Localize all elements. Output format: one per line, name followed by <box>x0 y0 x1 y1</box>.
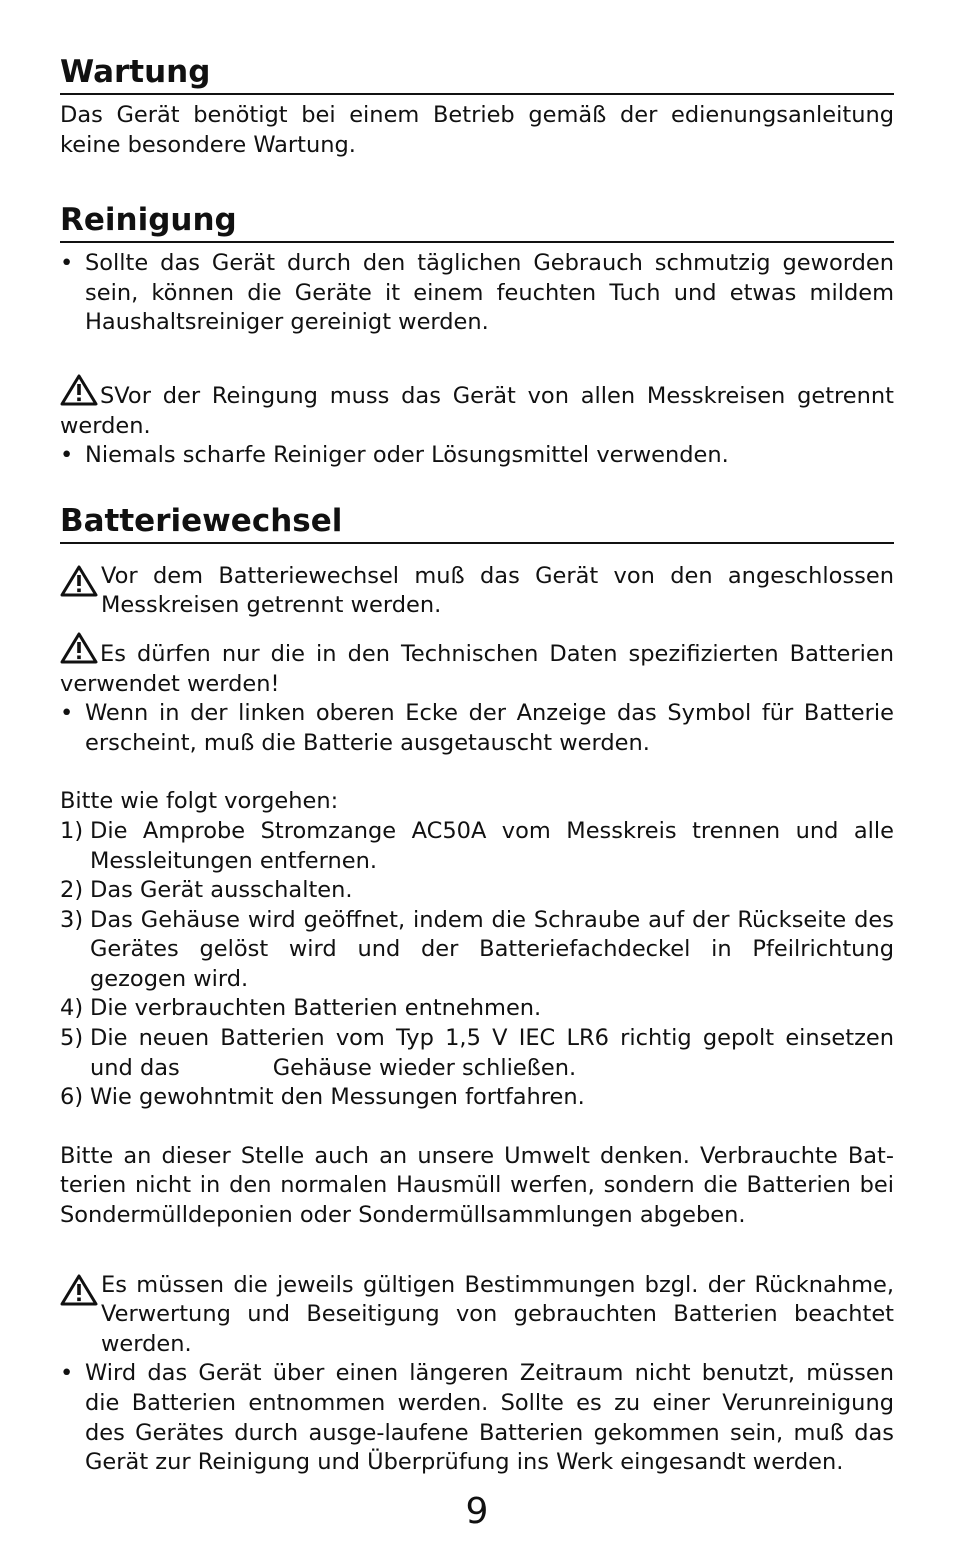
step-number: 6) <box>60 1084 84 1111</box>
step-text: Das Gehäuse wird geöffnet, indem die Schraube auf der Rückseite des Gerätes gelöst wird und der Batteriefachdeckel in Pfeilrichtung gezogen wird. <box>90 906 894 992</box>
bullet-text: Sollte das Gerät durch den täglichen Gebrauch schmutzig geworden sein, können die Geräte it einem feuchten Tuch und etwas mildem Haushaltsreiniger gereinigt werden. <box>85 250 894 336</box>
warning-text: Es dürfen nur die in den Technischen Daten spezifizierten Batterien verwendet werden! <box>60 640 894 697</box>
reinigung-warning <box>60 374 894 441</box>
battery-bullet-symbol <box>60 699 894 758</box>
step-number: 5) <box>60 1025 84 1052</box>
warning-text: SVor der Reingung muss das Gerät von allen Messkreisen getrennt werden. <box>60 382 894 439</box>
step-item <box>60 817 894 876</box>
battery-warning-specified <box>60 632 894 699</box>
bullet-text: Wird das Gerät über einen längeren Zeitraum nicht benutzt, müssen die Batterien entnommen werden. Sollte es zu einer Verunreinigung des Gerätes durch ausge-laufene Batterien gekommen sein, muß das Gerät zur Reinigung und Überprüfung ins Werk eingesandt werden. <box>85 1360 894 1476</box>
bullet-text: Wenn in der linken oberen Ecke der Anzeige das Symbol für Batterie erscheint, muß die Batterie ausgetauscht werden. <box>85 700 894 756</box>
reinigung-bullet-no-solvents <box>60 441 894 471</box>
warning-triangle-icon <box>60 632 98 664</box>
warning-triangle-icon <box>60 374 98 406</box>
environment-note: Bitte an dieser Stelle auch an unsere Umwelt denken. Verbrauchte Bat-terien nicht in den normalen Hausmüll werfen, sondern die Batterien bei Sondermülldeponien oder Sondermüllsammlungen abgeben. <box>60 1142 894 1229</box>
step-item <box>60 994 894 1024</box>
step-text: Die neuen Batterien vom Typ 1,5 V IEC LR6 richtig gepolt einsetzen und das Gehäuse wieder schließen. <box>90 1025 902 1081</box>
step-text: Das Gerät ausschalten. <box>90 877 353 904</box>
step-item <box>60 1083 894 1113</box>
wartung-text: Das Gerät benötigt bei einem Betrieb gemäß der edienungsanleitung keine besondere Wartung. <box>60 102 894 158</box>
step-number: 1) <box>60 817 84 844</box>
battery-warning-disposal <box>60 1271 894 1360</box>
step-text: Wie gewohntmit den Messungen fortfahren. <box>90 1084 585 1111</box>
page-number: 9 <box>465 1491 489 1532</box>
step-text: Die Amprobe Stromzange AC50A vom Messkreis trennen und alle Messleitungen entfernen. <box>90 817 894 874</box>
bullet-dot: • <box>60 442 74 469</box>
section-title-batteriewechsel: Batteriewechsel <box>60 501 894 544</box>
steps-list <box>60 817 902 1113</box>
steps-intro: Bitte wie folgt vorgehen: <box>60 788 339 815</box>
battery-warning-disconnect <box>60 562 894 621</box>
step-item <box>60 906 894 995</box>
reinigung-bullet-cleaning <box>60 249 894 338</box>
warning-triangle-icon <box>60 565 98 597</box>
step-number: 2) <box>60 877 84 904</box>
warning-text: Es müssen die jeweils gültigen Bestimmungen bzgl. der Rücknahme, Verwertung und Beseitigung von gebrauchten Batterien beachtet werden. <box>101 1271 894 1357</box>
step-item <box>60 876 894 906</box>
step-item <box>60 1024 902 1083</box>
battery-bullet-storage <box>60 1359 894 1477</box>
step-number: 4) <box>60 995 84 1022</box>
section-title-wartung: Wartung <box>60 52 894 95</box>
manual-page <box>60 52 902 1478</box>
warning-triangle-icon <box>60 1274 98 1306</box>
bullet-dot: • <box>60 1360 74 1387</box>
step-number: 3) <box>60 906 84 933</box>
warning-text: Vor dem Batteriewechsel muß das Gerät von den angeschlossen Messkreisen getrennt werden. <box>101 562 894 619</box>
bullet-dot: • <box>60 250 74 277</box>
bullet-text: Niemals scharfe Reiniger oder Lösungsmittel verwenden. <box>85 442 729 469</box>
step-text: Die verbrauchten Batterien entnehmen. <box>90 995 542 1022</box>
section-title-reinigung: Reinigung <box>60 200 894 243</box>
bullet-dot: • <box>60 700 74 727</box>
